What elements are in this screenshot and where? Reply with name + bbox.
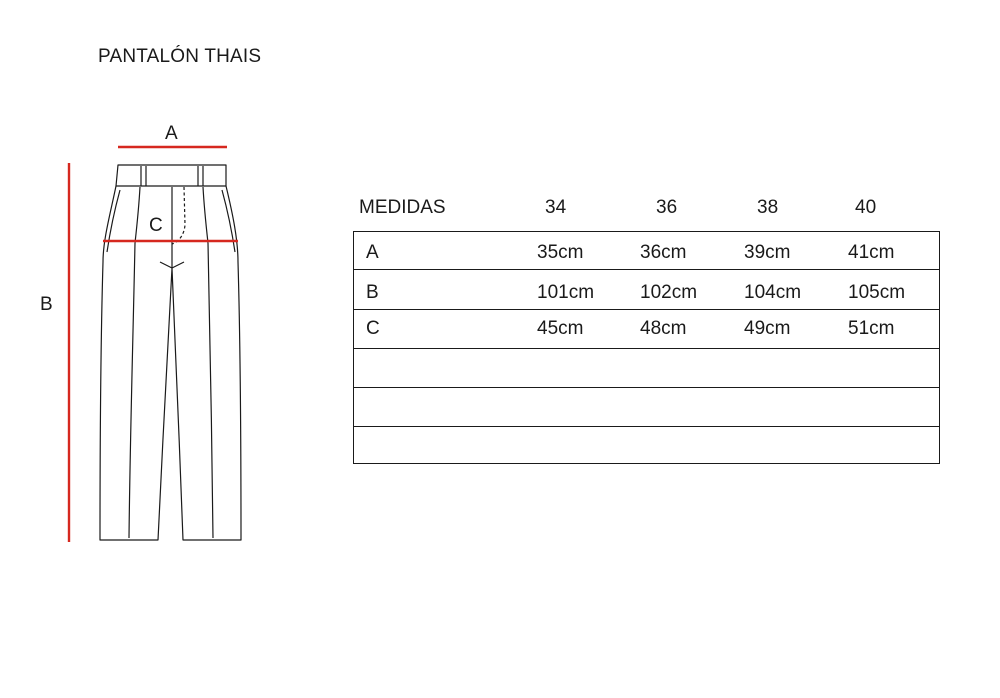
table-cell: 35cm: [537, 242, 584, 263]
table-row: [354, 426, 939, 464]
size-header: 38: [757, 197, 779, 218]
fly-stitch: [172, 187, 185, 244]
crease-right: [208, 243, 213, 538]
belt-loop-left: [141, 166, 146, 186]
pleat-left: [135, 187, 140, 243]
dimension-label-a: A: [165, 123, 178, 144]
belt-loop-right: [198, 166, 203, 186]
measurements-table: [353, 231, 940, 464]
table-cell: 39cm: [744, 242, 791, 263]
size-header: 40: [855, 197, 877, 218]
row-label: B: [366, 282, 379, 303]
pleat-right: [203, 187, 208, 243]
table-cell: 104cm: [744, 282, 802, 303]
dimension-label-b: B: [40, 294, 53, 315]
page-title: PANTALÓN THAIS: [98, 46, 262, 67]
table-row: [354, 308, 939, 346]
row-divider: [354, 269, 939, 270]
size-header: 34: [545, 197, 567, 218]
table-cell: 36cm: [640, 242, 687, 263]
table-cell: 105cm: [848, 282, 906, 303]
waistband: [116, 165, 226, 186]
row-label: A: [366, 242, 379, 263]
table-cell: 49cm: [744, 318, 791, 339]
trouser-outline: [100, 186, 241, 540]
table-row: [354, 348, 939, 386]
table-cell: 102cm: [640, 282, 698, 303]
crease-left: [129, 243, 135, 538]
size-header: 36: [656, 197, 678, 218]
table-header-label: MEDIDAS: [359, 197, 446, 218]
dimension-label-c: C: [149, 215, 163, 236]
table-row: [354, 232, 939, 270]
table-cell: 45cm: [537, 318, 584, 339]
table-cell: 101cm: [537, 282, 595, 303]
table-cell: 48cm: [640, 318, 687, 339]
table-cell: 41cm: [848, 242, 895, 263]
row-label: C: [366, 318, 380, 339]
table-cell: 51cm: [848, 318, 895, 339]
table-row: [354, 387, 939, 425]
table-row: [354, 272, 939, 310]
